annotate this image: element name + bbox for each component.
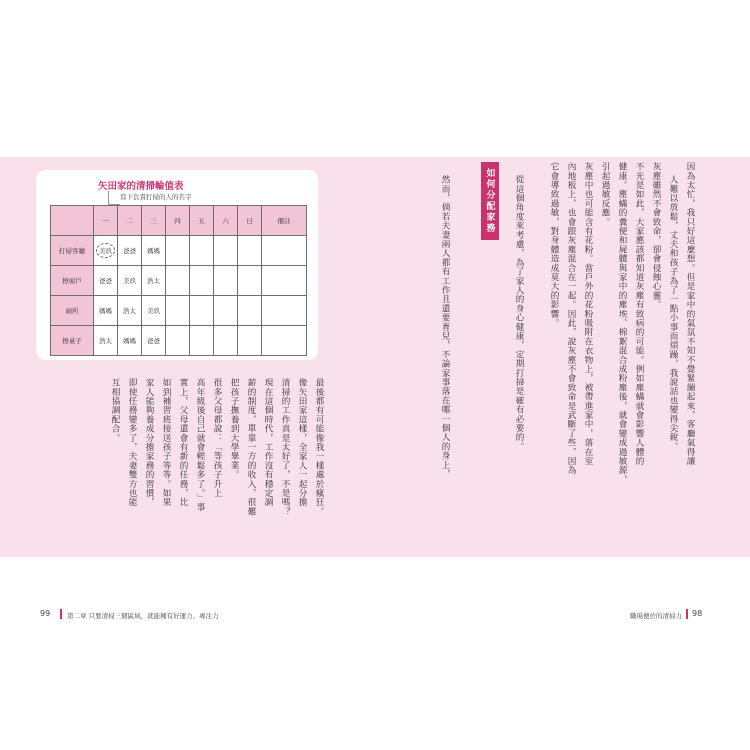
text-column: 把孩子撫養到大學畢業。 [229, 378, 239, 480]
table-header-row [51, 206, 307, 236]
table-header-cell: 六 [214, 206, 238, 236]
table-cell [262, 266, 307, 296]
table-header-cell: 三 [142, 206, 166, 236]
table-cell [214, 296, 238, 326]
table-cell [214, 326, 238, 356]
left-page-number: 99 [40, 609, 51, 618]
table-cell: 媽媽 [142, 236, 166, 266]
table-header-cell: 日 [238, 206, 262, 236]
table-cell [262, 326, 307, 356]
table-cell [262, 236, 307, 266]
table-cell: 浩太 [118, 296, 142, 326]
text-column: 即使任務變多了，夫妻雙方也能 [127, 378, 137, 507]
row-label: 擦桌子 [51, 326, 94, 356]
text-column: 然而，倘若夫妻兩人都有工作且還要育兒，不論家事落在哪一個人的身上， [440, 175, 450, 479]
table-cell [190, 326, 214, 356]
text-column: 薪的制度，單靠一方的收入，很難 [246, 378, 256, 516]
text-column: 人難以放鬆，丈夫和孩子為了一點小事而煩躁，我說話也變得尖銳。 [668, 175, 678, 451]
text-column: 家人能夠養成分擔家務的習慣， [144, 378, 154, 507]
right-page-number: 98 [692, 609, 703, 618]
table-cell [166, 326, 190, 356]
table-cell: 媽媽 [118, 326, 142, 356]
chore-schedule-table [50, 205, 307, 356]
table-cell [262, 296, 307, 326]
text-column: 它會導致過敏，對身體造成莫大的影響。 [549, 162, 559, 328]
text-column: 互相協調配合。 [110, 378, 120, 443]
table-cell [166, 266, 190, 296]
text-column: 內地板上，也會跟灰塵混合在一起。因此，說灰塵不會致命是武斷了些，因為 [566, 162, 576, 475]
text-column: 如到補習班接送孩子等等。如果 [161, 378, 171, 507]
footer-divider [686, 609, 688, 619]
table-cell [94, 236, 118, 266]
right-running-header: 職場便於的清掃力 [630, 612, 682, 620]
text-column: 引起過敏反應。 [600, 162, 610, 227]
table-header-cell [51, 206, 94, 236]
table-cell [190, 266, 214, 296]
text-column: 從這個角度來考慮，為了家人的身心健康，定期打掃是確有必要的。 [514, 175, 524, 451]
text-column: 灰塵雖然不會致命，卻會侵蝕心靈。 [651, 162, 661, 310]
table-cell [238, 326, 262, 356]
row-label: 打掃客廳 [51, 236, 94, 266]
text-column: 像矢田家這樣，全家人一起分擔 [297, 378, 307, 507]
circled-name: 美玖 [96, 243, 115, 258]
table-cell [238, 266, 262, 296]
text-column: 實上，父母還會有新的任務，比 [178, 378, 188, 507]
table-cell: 浩太 [142, 266, 166, 296]
text-column: 清掃的工作真是太好了，不是嗎？ [280, 378, 290, 516]
left-running-header: 第二章 只要清掃三個區域，就能擁有好運力、專注力 [67, 612, 219, 620]
table-cell [214, 266, 238, 296]
table-cell: 美玖 [118, 266, 142, 296]
row-label: 廁所 [51, 296, 94, 326]
section-heading: 如何分配家務 [481, 162, 499, 240]
table-cell: 爸爸 [142, 326, 166, 356]
text-column: 高年級後自己就會輕鬆多了。」事 [195, 378, 205, 512]
text-column: 不光是如此，大家應該都知道灰塵有致病的可能。例如塵蟎就會影響人體的 [634, 162, 644, 466]
table-row [51, 266, 307, 296]
text-column: 很多父母都說：「等孩子升上 [212, 378, 222, 498]
table-cell [238, 236, 262, 266]
chart-note-leader-line [108, 191, 120, 205]
footer-divider [60, 609, 62, 619]
text-column: 現在這個時代，工作沒有穩定調 [263, 378, 273, 507]
table-row [51, 326, 307, 356]
table-header-cell: 備註 [262, 206, 307, 236]
chore-chart-note: 寫下負責打掃的人的名字 [120, 193, 192, 201]
table-cell: 浩太 [94, 326, 118, 356]
table-cell: 爸爸 [94, 266, 118, 296]
table-header-cell: 四 [166, 206, 190, 236]
text-column: 最後都有可能像我一樣處於瘋狂。 [314, 378, 324, 516]
table-cell [190, 296, 214, 326]
table-cell [166, 236, 190, 266]
text-column: 健康。塵蟎的糞便和屍體與家中的塵埃、棉絮混合成粉塵後，就會變成過敏源， [617, 162, 627, 484]
table-row [51, 296, 307, 326]
table-row [51, 236, 307, 266]
table-cell: 媽媽 [94, 296, 118, 326]
table-cell [214, 236, 238, 266]
table-header-cell: 一 [94, 206, 118, 236]
chore-chart-title: 矢田家的清掃輪值表 [98, 181, 184, 192]
row-label: 擦窗戶 [51, 266, 94, 296]
table-cell [166, 296, 190, 326]
table-cell: 美玖 [142, 296, 166, 326]
text-column: 灰塵中也可能含有花粉。當戶外的花粉吸附在衣物上，被帶進家中，落在室 [583, 162, 593, 466]
table-cell [190, 236, 214, 266]
table-header-cell: 二 [118, 206, 142, 236]
table-cell [238, 296, 262, 326]
table-header-cell: 五 [190, 206, 214, 236]
text-column: 因為太忙，我只好這麼想。但是家中的氣氛不知不覺緊繃起來，客廳氣得讓 [685, 162, 695, 466]
table-cell: 爸爸 [118, 236, 142, 266]
